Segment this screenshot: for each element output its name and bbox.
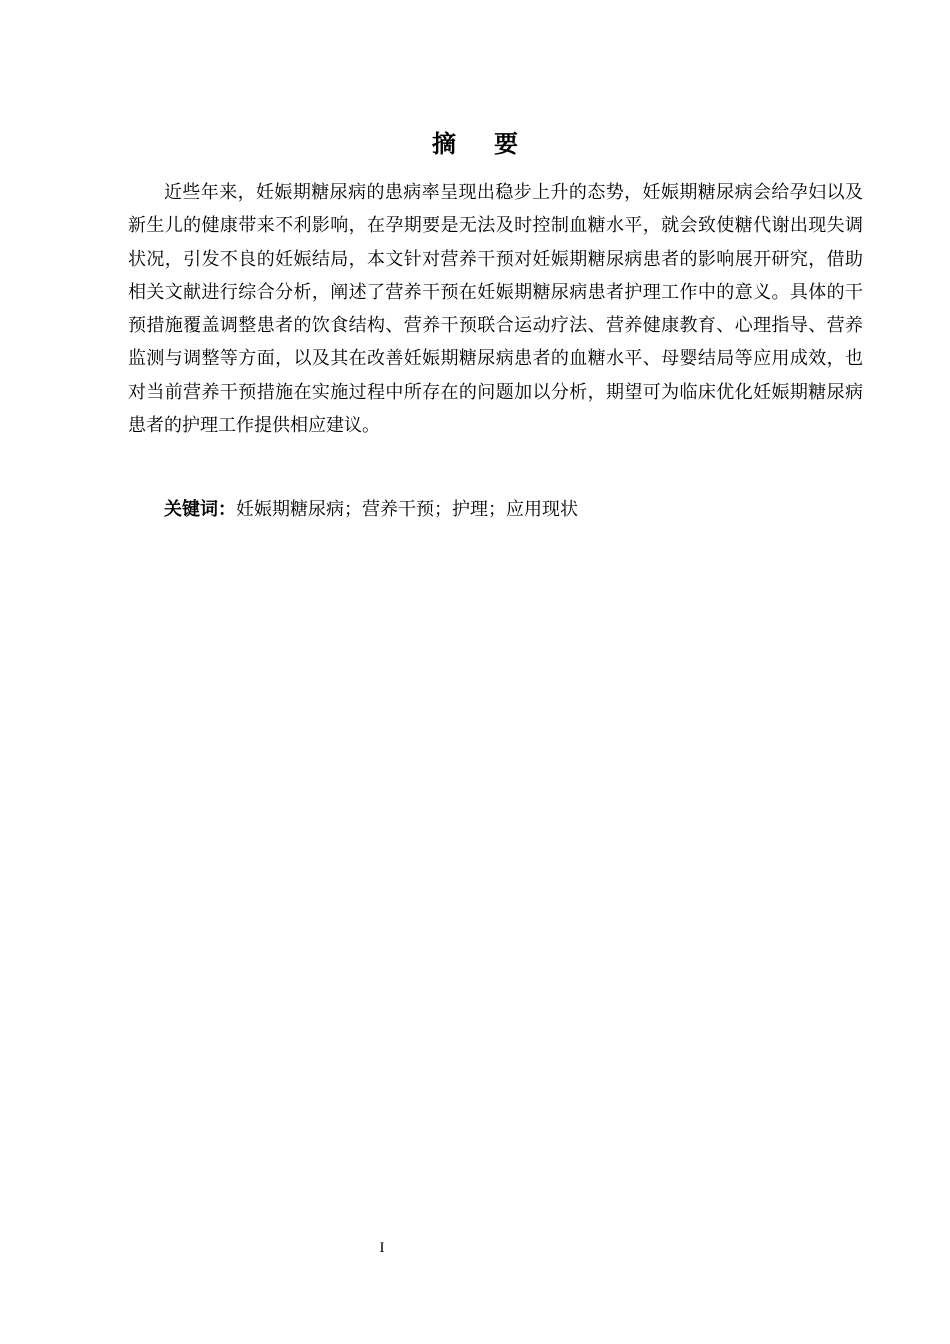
keywords-label: 关键词： xyxy=(164,499,236,520)
page-number: I xyxy=(379,1240,385,1256)
abstract-paragraph: 近些年来，妊娠期糖尿病的患病率呈现出稳步上升的态势，妊娠期糖尿病会给孕妇以及新生儿的健康带来不利影响，在孕期要是无法及时控制血糖水平，就会致使糖代谢出现失调状况，引发不良的妊娠结局，本文针对营养干预对妊娠期糖尿病患者的影响展开研究，借助相关文献进行综合分析，阐述了营养干预在妊娠期糖尿病患者护理工作中的意义。具体的干预措施覆盖调整患者的饮食结构、营养干预联合运动疗法、营养健康教育、心理指导、营养监测与调整等方面，以及其在改善妊娠期糖尿病患者的血糖水平、母婴结局等应用成效，也对当前营养干预措施在实施过程中所存在的问题加以分析，期望可为临床优化妊娠期糖尿病患者的护理工作提供相应建议。 xyxy=(128,182,863,437)
page-title xyxy=(0,127,950,161)
title-char-1: 摘 xyxy=(432,130,456,158)
keywords-text: 妊娠期糖尿病；营养干预；护理；应用现状 xyxy=(236,499,578,520)
keywords-line xyxy=(164,493,578,526)
title-char-2: 要 xyxy=(494,130,518,158)
